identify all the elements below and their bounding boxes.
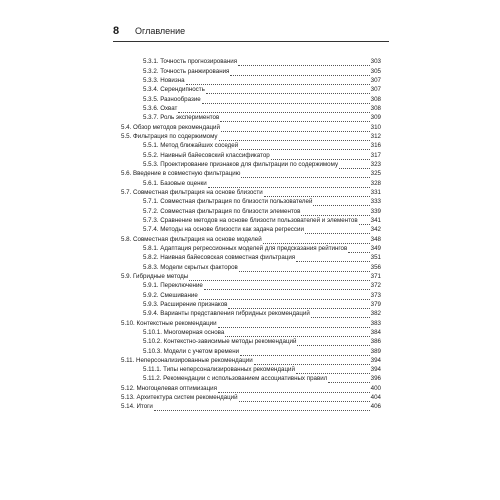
- header-title: Оглавление: [135, 26, 186, 36]
- toc-entry-label: 5.7.4. Методы на основе близости как задача регрессии: [143, 226, 304, 234]
- toc-entry[interactable]: [121, 309, 381, 318]
- toc-entry[interactable]: [121, 132, 381, 141]
- dot-leader: [220, 114, 369, 122]
- toc-entry[interactable]: [121, 225, 381, 234]
- toc-entry-page: 349: [370, 244, 381, 252]
- toc-entry-page: 351: [370, 254, 381, 262]
- toc-entry-label: 5.8.1. Адаптация регрессионных моделей для предсказания рейтингов: [143, 244, 348, 252]
- toc-entry[interactable]: [121, 290, 381, 299]
- dot-leader: [359, 217, 370, 225]
- toc-entry-label: 5.7.3. Сравнение методов на основе близости пользователей и элементов: [143, 216, 358, 224]
- dot-leader: [221, 124, 370, 132]
- toc-entry-label: 5.12. Многоцелевая оптимизация: [121, 384, 217, 392]
- dot-leader: [239, 394, 370, 402]
- toc-entry[interactable]: [121, 234, 381, 243]
- toc-entry-page: 342: [370, 226, 381, 234]
- toc-entry-page: 379: [370, 300, 381, 308]
- toc-entry[interactable]: [121, 253, 381, 262]
- toc-entry-page: 394: [370, 366, 381, 374]
- toc-entry-label: 5.10.2. Контекстно-зависимые методы рекомендаций: [143, 338, 297, 346]
- toc-entry[interactable]: [121, 318, 381, 327]
- toc-entry-label: 5.7. Совместная фильтрация на основе близости: [121, 188, 263, 196]
- toc-entry[interactable]: [121, 402, 381, 411]
- toc-entry-label: 5.3.3. Новизна: [143, 76, 185, 84]
- toc-entry-label: 5.9.3. Расширение признаков: [143, 300, 228, 308]
- dot-leader: [348, 245, 369, 253]
- toc-entry[interactable]: [121, 365, 381, 374]
- toc-entry-label: 5.6. Введение в совместную фильтрацию: [121, 170, 241, 178]
- toc-entry-label: 5.9.4. Варианты представления гибридных рекомендаций: [143, 310, 310, 318]
- toc-entry-label: 5.8.2. Наивная байесовская совместная фильтрация: [143, 254, 296, 262]
- dot-leader: [199, 292, 370, 300]
- toc-entry[interactable]: [121, 66, 381, 75]
- toc-entry-label: 5.11.2. Рекомендации с использованием ассоциативных правил: [143, 375, 328, 383]
- toc-entry-page: 394: [370, 356, 381, 364]
- toc-entry[interactable]: [121, 356, 381, 365]
- toc-entry[interactable]: [121, 374, 381, 383]
- toc-entry[interactable]: [121, 346, 381, 355]
- toc-entry[interactable]: [121, 122, 381, 131]
- toc-entry[interactable]: [121, 216, 381, 225]
- toc-entry[interactable]: [121, 57, 381, 66]
- toc-entry[interactable]: [121, 262, 381, 271]
- toc-entry-page: 356: [370, 263, 381, 271]
- toc-entry-label: 5.7.1. Совместная фильтрация по близости пользователей: [143, 198, 313, 206]
- dot-leader: [189, 273, 369, 281]
- toc-entry-page: 389: [370, 347, 381, 355]
- toc-entry-page: 309: [370, 114, 381, 122]
- toc-entry-label: 5.11. Неперсонализированные рекомендации: [121, 356, 253, 364]
- toc-entry-label: 5.14. Итоги: [121, 403, 153, 411]
- dot-leader: [271, 152, 370, 160]
- dot-leader: [178, 105, 369, 113]
- dot-leader: [218, 385, 370, 393]
- toc-entry-page: 396: [370, 375, 381, 383]
- toc-entry-page: 383: [370, 319, 381, 327]
- toc-entry-label: 5.13. Архитектура систем рекомендаций: [121, 394, 238, 402]
- toc-entry-page: 400: [370, 384, 381, 392]
- dot-leader: [313, 198, 369, 206]
- dot-leader: [230, 68, 369, 76]
- toc-entry-page: 373: [370, 291, 381, 299]
- toc-entry[interactable]: [121, 141, 381, 150]
- toc-entry[interactable]: [121, 383, 381, 392]
- toc-entry-label: 5.5.1. Метод ближайших соседей: [143, 142, 239, 150]
- toc-entry[interactable]: [121, 178, 381, 187]
- toc-entry-page: 312: [370, 132, 381, 140]
- dot-leader: [218, 320, 370, 328]
- toc-entry-label: 5.7.2. Совместная фильтрация по близости элементов: [143, 207, 301, 215]
- toc-entry-page: 384: [370, 328, 381, 336]
- toc-entry-page: 341: [370, 216, 381, 224]
- dot-leader: [154, 403, 370, 411]
- toc-entry[interactable]: [121, 76, 381, 85]
- toc-entry-label: 5.10. Контекстные рекомендации: [121, 319, 217, 327]
- header-rule: [113, 41, 389, 42]
- dot-leader: [240, 348, 370, 356]
- dot-leader: [296, 366, 370, 374]
- toc-entry-page: 303: [370, 58, 381, 66]
- toc-entry-label: 5.9.2. Смешивание: [143, 291, 198, 299]
- running-header: [113, 22, 389, 40]
- dot-leader: [328, 375, 369, 383]
- toc-entry-page: 331: [370, 188, 381, 196]
- toc-entry[interactable]: [121, 160, 381, 169]
- dot-leader: [228, 301, 369, 309]
- dot-leader: [206, 86, 370, 94]
- toc-entry-page: 333: [370, 198, 381, 206]
- toc-entry-page: 307: [370, 86, 381, 94]
- toc-entry[interactable]: [121, 150, 381, 159]
- toc-entry[interactable]: [121, 188, 381, 197]
- dot-leader: [264, 189, 370, 197]
- dot-leader: [225, 329, 369, 337]
- toc-entry[interactable]: [121, 113, 381, 122]
- toc-entry-page: 307: [370, 76, 381, 84]
- toc-entry-page: 386: [370, 338, 381, 346]
- dot-leader: [301, 208, 369, 216]
- toc-entry[interactable]: [121, 337, 381, 346]
- toc-entry-label: 5.4. Обзор методов рекомендаций: [121, 123, 220, 131]
- toc-entry-page: 317: [370, 151, 381, 159]
- toc-entry-label: 5.6.1. Базовые оценки: [143, 179, 207, 187]
- toc-entry-page: 404: [370, 394, 381, 402]
- toc-entry-page: 348: [370, 235, 381, 243]
- dot-leader: [239, 142, 370, 150]
- page-number: 8: [113, 25, 120, 37]
- dot-leader: [305, 226, 370, 234]
- dot-leader: [239, 264, 370, 272]
- toc-entry[interactable]: [121, 328, 381, 337]
- dot-leader: [208, 180, 370, 188]
- toc-entry-label: 5.3.5. Разнообразие: [143, 95, 201, 103]
- toc-entry[interactable]: [121, 244, 381, 253]
- dot-leader: [219, 133, 370, 141]
- dot-leader: [254, 357, 370, 365]
- toc-entry-label: 5.11.1. Типы неперсонализированных рекомендаций: [143, 366, 295, 374]
- toc-entry-label: 5.10.1. Многомерная основа: [143, 328, 225, 336]
- toc-entry[interactable]: [121, 206, 381, 215]
- toc-entry-page: 316: [370, 142, 381, 150]
- toc-entry-label: 5.9. Гибридные методы: [121, 272, 189, 280]
- toc-entry-page: 325: [370, 170, 381, 178]
- dot-leader: [297, 338, 369, 346]
- toc-entry-label: 5.3.6. Охват: [143, 104, 178, 112]
- dot-leader: [296, 254, 370, 262]
- toc-entry-label: 5.3.7. Роль экспериментов: [143, 114, 220, 122]
- toc-entry-label: 5.8. Совместная фильтрация на основе моделей: [121, 235, 262, 243]
- toc-entry[interactable]: [121, 272, 381, 281]
- toc-entry-label: 5.5. Фильтрация по содержимому: [121, 132, 218, 140]
- dot-leader: [238, 58, 370, 66]
- toc-entry[interactable]: [121, 104, 381, 113]
- toc-entry[interactable]: [121, 197, 381, 206]
- toc-entry[interactable]: [121, 393, 381, 402]
- toc-entry-label: 5.5.2. Наивный байесовский классификатор: [143, 151, 270, 159]
- toc-entry-page: 305: [370, 67, 381, 75]
- dot-leader: [204, 282, 370, 290]
- toc-entry-page: 328: [370, 179, 381, 187]
- dot-leader: [241, 170, 369, 178]
- dot-leader: [202, 96, 370, 104]
- toc-entry-page: 310: [370, 123, 381, 131]
- toc-entry-page: 308: [370, 95, 381, 103]
- toc-entry-label: 5.3.1. Точность прогнозирования: [143, 58, 238, 66]
- toc-entry-page: 371: [370, 272, 381, 280]
- toc-entry[interactable]: [121, 85, 381, 94]
- toc-entry-label: 5.10.3. Модели с учетом времени: [143, 347, 240, 355]
- dot-leader: [311, 310, 370, 318]
- toc-entry-page: 339: [370, 207, 381, 215]
- dot-leader: [263, 236, 370, 244]
- dot-leader: [186, 77, 370, 85]
- dot-leader: [339, 161, 370, 169]
- toc-entry-label: 5.5.3. Проектирование признаков для фильтрации по содержимому: [143, 160, 339, 168]
- toc-entry-page: 382: [370, 310, 381, 318]
- toc-entry-page: 308: [370, 104, 381, 112]
- toc-entry-label: 5.8.3. Модели скрытых факторов: [143, 263, 238, 271]
- toc-entry-label: 5.3.2. Точность ранжирования: [143, 67, 230, 75]
- toc-entry-label: 5.9.1. Переключение: [143, 282, 203, 290]
- toc-entry[interactable]: [121, 94, 381, 103]
- toc-entry[interactable]: [121, 300, 381, 309]
- toc-entry-page: 406: [370, 403, 381, 411]
- toc-entry-page: 372: [370, 282, 381, 290]
- toc-entry[interactable]: [121, 281, 381, 290]
- toc-entry-page: 323: [370, 160, 381, 168]
- table-of-contents: [121, 57, 381, 411]
- toc-entry[interactable]: [121, 169, 381, 178]
- toc-entry-label: 5.3.4. Серендипность: [143, 86, 205, 94]
